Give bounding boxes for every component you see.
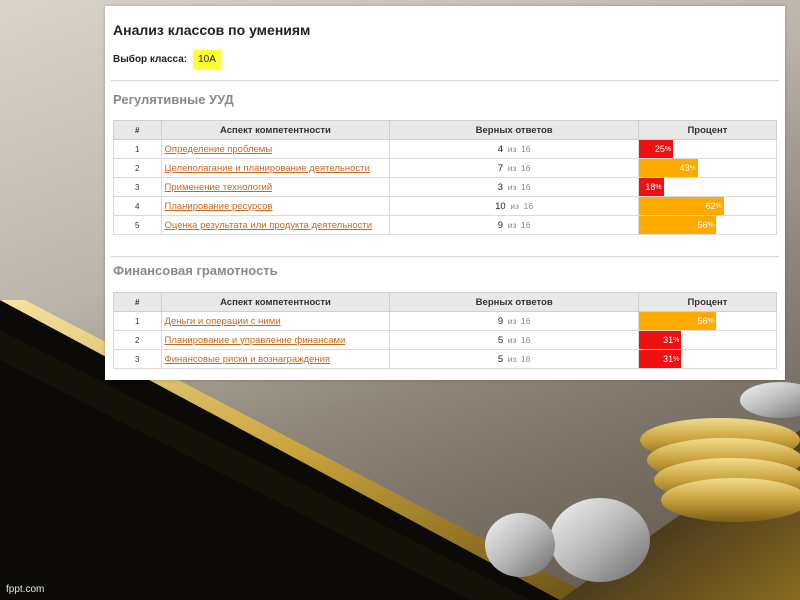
table-row: [114, 312, 777, 331]
total-count: 16: [521, 353, 531, 364]
answers-of-label: из: [510, 200, 520, 211]
answers-of-label: из: [507, 353, 517, 364]
aspect-link[interactable]: Применение технологий: [164, 181, 273, 193]
correct-count: 3: [497, 181, 504, 193]
divider: [111, 256, 779, 257]
percent-value: 31: [663, 335, 674, 345]
table-header-row: [114, 121, 777, 140]
answers-cell: [390, 216, 639, 235]
percent-cell: [638, 350, 776, 369]
correct-count: 10: [495, 200, 506, 212]
percent-sign: %: [655, 183, 662, 191]
aspect-cell: [161, 312, 390, 331]
aspect-cell: [161, 140, 390, 159]
percent-value: 18: [645, 182, 656, 192]
answers-cell: [390, 312, 638, 331]
percent-cell: [638, 216, 776, 235]
percent-bar: [639, 159, 698, 177]
watermark: fppt.com: [6, 584, 45, 595]
percent-value: 56: [697, 220, 708, 230]
table-body: [114, 140, 777, 235]
table-row: [114, 331, 777, 350]
percent-sign: %: [673, 336, 680, 344]
percent-sign: %: [664, 145, 672, 153]
percent-sign: %: [673, 355, 680, 363]
percent-value: 31: [663, 354, 674, 364]
header-percent: Процент: [638, 293, 776, 312]
class-select-label: Выбор класса:: [113, 54, 188, 65]
section-title-regulatory: Регулятивные УУД: [113, 92, 234, 107]
percent-sign: %: [715, 202, 722, 210]
percent-cell: [638, 197, 776, 216]
row-number: 1: [114, 312, 162, 331]
aspect-cell: [161, 216, 390, 235]
total-count: 16: [521, 219, 531, 230]
answers-cell: [390, 350, 638, 369]
class-select-dropdown[interactable]: 10А: [193, 50, 221, 69]
answers-cell: [390, 159, 639, 178]
correct-count: 5: [497, 353, 504, 365]
percent-value: 56: [697, 316, 708, 326]
answers-of-label: из: [507, 162, 517, 173]
aspect-link[interactable]: Деньги и операции с ними: [164, 315, 281, 327]
percent-bar: [639, 350, 681, 368]
answers-of-label: из: [507, 181, 517, 192]
correct-count: 7: [497, 162, 504, 174]
percent-bar: [639, 331, 681, 349]
percent-bar: [639, 216, 716, 234]
aspect-link[interactable]: Планирование и управление финансами: [164, 334, 346, 346]
row-number: 1: [114, 140, 162, 159]
row-number: 3: [114, 350, 162, 369]
total-count: 16: [521, 162, 531, 173]
percent-cell: [638, 331, 776, 350]
percent-bar: [639, 178, 664, 196]
total-count: 16: [521, 181, 531, 192]
section-title-financial: Финансовая грамотность: [113, 263, 278, 278]
aspect-cell: [161, 197, 390, 216]
table-row: [114, 216, 777, 235]
skills-table-regulatory: [113, 120, 777, 235]
answers-cell: [390, 331, 638, 350]
aspect-link[interactable]: Оценка результата или продукта деятельности: [164, 219, 373, 231]
table-row: [114, 350, 777, 369]
correct-count: 5: [497, 334, 504, 346]
aspect-cell: [161, 178, 390, 197]
aspect-cell: [161, 331, 390, 350]
table-row: [114, 159, 777, 178]
aspect-link[interactable]: Финансовые риски и вознаграждения: [164, 353, 331, 365]
skills-table-financial: [113, 292, 777, 369]
row-number: 4: [114, 197, 162, 216]
percent-cell: [638, 178, 776, 197]
header-answers: Верных ответов: [390, 293, 638, 312]
header-num: #: [114, 121, 162, 140]
answers-cell: [390, 197, 639, 216]
total-count: 16: [521, 315, 531, 326]
percent-cell: [638, 312, 776, 331]
header-aspect: Аспект компетентности: [161, 121, 390, 140]
table-row: [114, 197, 777, 216]
correct-count: 4: [497, 143, 504, 155]
header-num: #: [114, 293, 162, 312]
header-aspect: Аспект компетентности: [161, 293, 390, 312]
aspect-cell: [161, 159, 390, 178]
percent-sign: %: [707, 221, 714, 229]
percent-bar: [639, 312, 716, 330]
percent-bar: [639, 140, 673, 158]
aspect-link[interactable]: Планирование ресурсов: [164, 200, 273, 212]
skills-analysis-panel: [105, 6, 785, 380]
header-percent: Процент: [638, 121, 776, 140]
aspect-cell: [161, 350, 390, 369]
answers-cell: [390, 178, 639, 197]
divider: [111, 80, 779, 81]
percent-value: 43: [679, 163, 690, 173]
aspect-link[interactable]: Целеполагание и планирование деятельности: [164, 162, 370, 174]
row-number: 5: [114, 216, 162, 235]
table-body: [114, 312, 777, 369]
page-title: Анализ классов по умениям: [113, 22, 311, 38]
answers-of-label: из: [507, 143, 517, 154]
total-count: 16: [521, 334, 531, 345]
percent-bar: [639, 197, 724, 215]
row-number: 2: [114, 331, 162, 350]
class-selector: [113, 50, 221, 69]
table-row: [114, 178, 777, 197]
percent-value: 25: [654, 144, 665, 154]
percent-value: 62: [705, 201, 716, 211]
answers-cell: [390, 140, 639, 159]
row-number: 3: [114, 178, 162, 197]
percent-cell: [638, 140, 776, 159]
total-count: 16: [521, 143, 531, 154]
answers-of-label: из: [507, 315, 517, 326]
table-row: [114, 140, 777, 159]
percent-sign: %: [707, 317, 714, 325]
answers-of-label: из: [507, 334, 517, 345]
row-number: 2: [114, 159, 162, 178]
correct-count: 9: [497, 315, 504, 327]
table-header-row: [114, 293, 777, 312]
percent-sign: %: [689, 164, 696, 172]
aspect-link[interactable]: Определение проблемы: [164, 143, 273, 155]
header-answers: Верных ответов: [390, 121, 639, 140]
correct-count: 9: [497, 219, 504, 231]
percent-cell: [638, 159, 776, 178]
total-count: 16: [523, 200, 534, 211]
answers-of-label: из: [507, 219, 517, 230]
